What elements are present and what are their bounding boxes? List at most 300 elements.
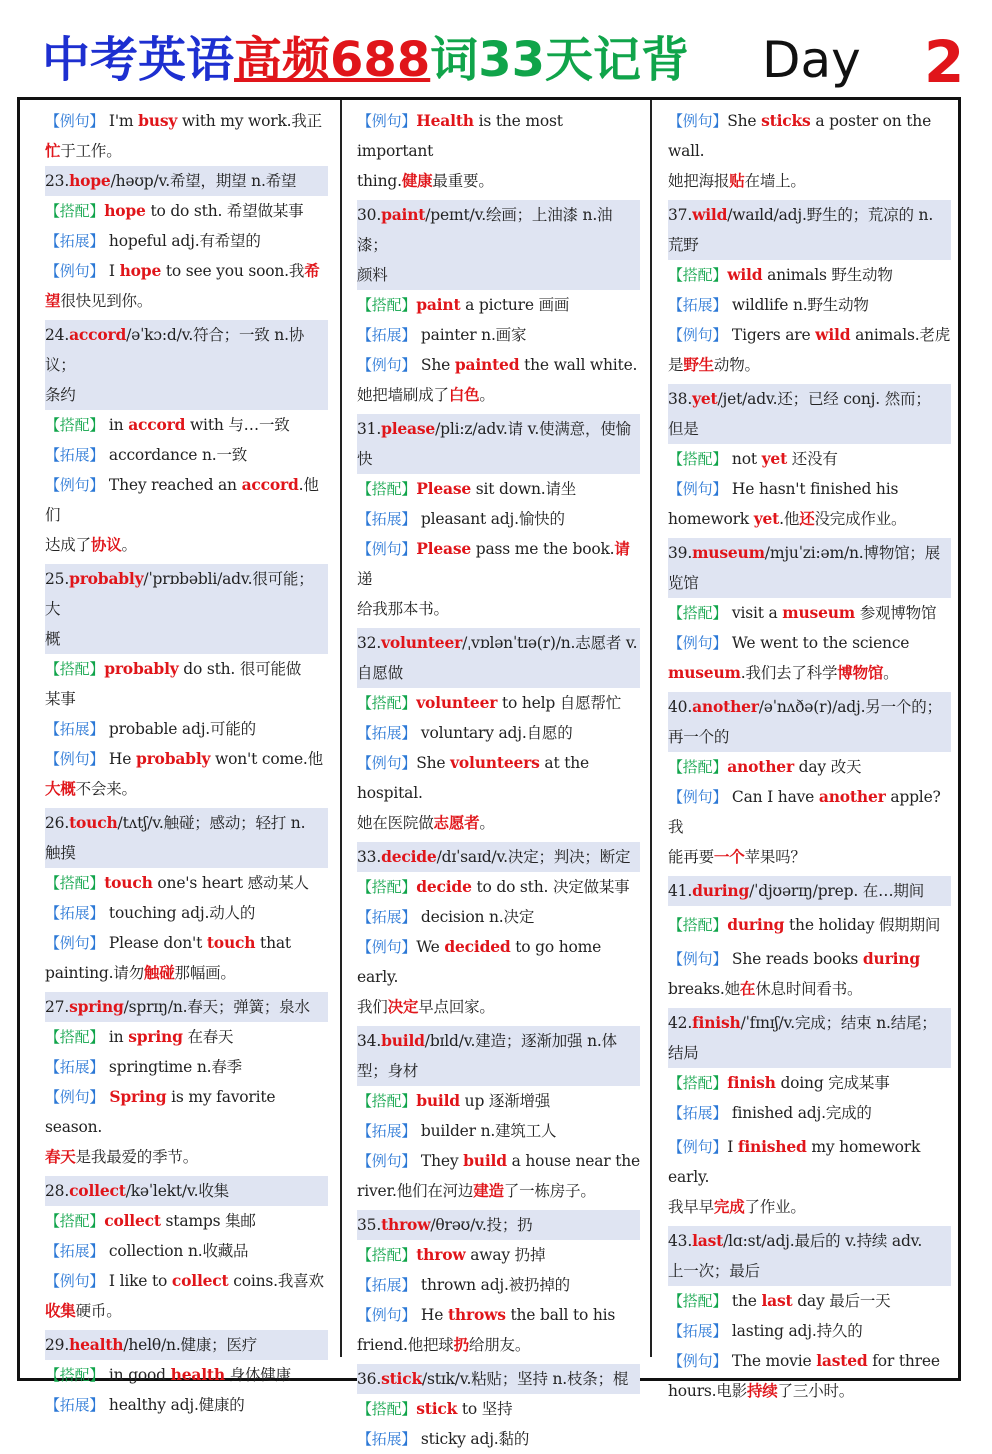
keyword-highlight: museum bbox=[782, 603, 856, 622]
text-segment: .我们去了科学 bbox=[740, 664, 838, 682]
text-segment: She bbox=[727, 112, 762, 130]
collocation-line bbox=[668, 444, 951, 474]
example-line bbox=[45, 744, 328, 774]
example-or-extension-tag: 【例句】 bbox=[357, 112, 417, 130]
keyword-highlight: touch bbox=[104, 873, 153, 892]
headword: during bbox=[692, 881, 750, 900]
headword: health bbox=[69, 1335, 124, 1354]
text-segment: /bɪld/v.建造；逐渐加强 n.体 bbox=[424, 1032, 617, 1050]
text-segment: springtime n.春季 bbox=[104, 1058, 242, 1076]
text-segment: a poster on the wall. bbox=[668, 112, 932, 160]
headword: another bbox=[692, 697, 759, 716]
translation-highlight: 决定 bbox=[387, 997, 419, 1016]
keyword-highlight: yet bbox=[761, 449, 788, 468]
text-segment: 27. bbox=[45, 998, 70, 1016]
text-segment: in bbox=[104, 416, 129, 434]
text-segment: /lɑ:st/adj.最后的 v.持续 adv. bbox=[723, 1232, 923, 1250]
translation-highlight: 在 bbox=[739, 979, 756, 998]
translation-highlight: 贴 bbox=[729, 171, 745, 190]
text-segment: in bbox=[104, 1028, 129, 1046]
example-line bbox=[45, 256, 328, 286]
text-segment: We went to the science bbox=[727, 634, 910, 652]
translation-highlight: 健康 bbox=[401, 171, 433, 190]
text-segment: He bbox=[104, 750, 136, 768]
text-segment: /ˈdjʊərɪŋ/prep. 在…期间 bbox=[749, 882, 924, 900]
extension-line bbox=[45, 440, 328, 470]
text-segment: at the hospital. bbox=[357, 754, 589, 802]
text-segment: the wall white. bbox=[519, 356, 638, 374]
example-or-extension-tag: 【例句】 bbox=[668, 1138, 728, 1156]
example-or-extension-tag: 【例句】 bbox=[668, 950, 728, 968]
example-or-extension-tag: 【拓展】 bbox=[45, 232, 105, 250]
translation-highlight: 志愿者 bbox=[433, 813, 480, 832]
collocation-line bbox=[45, 1022, 328, 1052]
example-line bbox=[668, 658, 951, 688]
collocation-line bbox=[45, 684, 328, 714]
collocation-line bbox=[668, 1286, 951, 1316]
collocation-tag: 【搭配】 bbox=[45, 202, 105, 220]
example-or-extension-tag: 【例句】 bbox=[668, 634, 728, 652]
collocation-line bbox=[45, 1206, 328, 1236]
collocation-line bbox=[357, 1086, 640, 1116]
example-or-extension-tag: 【拓展】 bbox=[45, 1396, 105, 1414]
headword: finish bbox=[692, 1013, 741, 1032]
example-line bbox=[357, 1330, 640, 1360]
example-line bbox=[45, 470, 328, 530]
word-entry-hope bbox=[45, 166, 328, 196]
keyword-highlight: volunteers bbox=[450, 753, 540, 772]
text-segment: She bbox=[416, 356, 455, 374]
text-segment: He bbox=[416, 1306, 448, 1324]
text-segment: /kəˈlekt/v.收集 bbox=[125, 1182, 229, 1200]
text-segment: 31. bbox=[357, 420, 382, 438]
example-line bbox=[45, 1296, 328, 1326]
collocation-tag: 【搭配】 bbox=[45, 1366, 105, 1384]
text-segment: pass me the book. bbox=[471, 540, 615, 558]
text-segment: 40. bbox=[668, 698, 693, 716]
text-segment: 结局 bbox=[668, 1044, 699, 1062]
text-segment: to do sth. 决定做某事 bbox=[471, 878, 630, 896]
text-segment: doing 完成某事 bbox=[775, 1074, 890, 1092]
text-segment: 条约 bbox=[45, 386, 76, 404]
word-entry-volunteer bbox=[357, 628, 640, 658]
translation-highlight: 扔 bbox=[453, 1335, 469, 1354]
text-segment: They bbox=[416, 1152, 464, 1170]
keyword-highlight: Please bbox=[416, 479, 472, 498]
text-segment: 她在医院做 bbox=[357, 814, 434, 832]
collocation-tag: 【搭配】 bbox=[668, 916, 728, 934]
text-segment: 但是 bbox=[668, 420, 699, 438]
collocation-tag: 【搭配】 bbox=[45, 874, 105, 892]
translation-highlight: 建造 bbox=[473, 1181, 504, 1200]
text-segment: finished adj.完成的 bbox=[727, 1104, 872, 1122]
example-or-extension-tag: 【例句】 bbox=[668, 326, 728, 344]
text-segment: 触摸 bbox=[45, 844, 76, 862]
extension-line bbox=[357, 1270, 640, 1300]
translation-highlight: 协议 bbox=[90, 535, 122, 554]
text-segment: 还没有 bbox=[787, 450, 838, 468]
word-entry-touch-cont bbox=[45, 838, 328, 868]
text-segment: 颜料 bbox=[357, 266, 388, 284]
collocation-tag: 【搭配】 bbox=[668, 1292, 728, 1310]
example-line bbox=[45, 1142, 328, 1172]
headword: touch bbox=[69, 813, 118, 832]
example-line bbox=[668, 782, 951, 842]
collocation-line bbox=[668, 752, 951, 782]
keyword-highlight: wild bbox=[815, 325, 851, 344]
collocation-tag: 【搭配】 bbox=[45, 1028, 105, 1046]
keyword-highlight: sticks bbox=[761, 111, 811, 130]
example-or-extension-tag: 【拓展】 bbox=[45, 1058, 105, 1076]
example-line bbox=[45, 136, 328, 166]
text-segment: 23. bbox=[45, 172, 70, 190]
example-line bbox=[45, 1082, 328, 1142]
keyword-highlight: finished bbox=[737, 1137, 807, 1156]
text-segment: .他们 bbox=[45, 476, 319, 524]
word-entry-finish-cont bbox=[668, 1038, 951, 1068]
example-or-extension-tag: 【拓展】 bbox=[668, 1322, 728, 1340]
text-segment: thrown adj.被扔掉的 bbox=[416, 1276, 570, 1294]
headword: stick bbox=[381, 1369, 423, 1388]
keyword-highlight: during bbox=[862, 949, 920, 968]
keyword-highlight: build bbox=[416, 1091, 460, 1110]
text-segment: lasting adj.持久的 bbox=[727, 1322, 863, 1340]
text-segment: 我早早 bbox=[668, 1198, 714, 1216]
word-entry-another-cont bbox=[668, 722, 951, 752]
text-segment: 。 bbox=[121, 536, 137, 554]
keyword-highlight: museum bbox=[668, 663, 741, 682]
text-segment: 36. bbox=[357, 1370, 382, 1388]
collocation-tag: 【搭配】 bbox=[668, 758, 728, 776]
keyword-highlight: collect bbox=[171, 1271, 229, 1290]
text-segment: stamps 集邮 bbox=[160, 1212, 256, 1230]
keyword-highlight: Spring bbox=[104, 1087, 167, 1106]
text-segment: hopeful adj.有希望的 bbox=[104, 232, 261, 250]
text-segment: 41. bbox=[668, 882, 693, 900]
text-segment: 不会来。 bbox=[75, 780, 137, 798]
headword: hope bbox=[69, 171, 111, 190]
collocation-line bbox=[45, 1360, 328, 1390]
text-segment: 42. bbox=[668, 1014, 693, 1032]
example-or-extension-tag: 【拓展】 bbox=[357, 1430, 417, 1448]
text-segment: We bbox=[416, 938, 445, 956]
example-or-extension-tag: 【例句】 bbox=[357, 754, 417, 772]
keyword-highlight: decided bbox=[444, 937, 511, 956]
text-segment: 。 bbox=[883, 664, 899, 682]
text-segment: with my work.我正 bbox=[177, 112, 322, 130]
example-or-extension-tag: 【例句】 bbox=[668, 480, 728, 498]
example-or-extension-tag: 【例句】 bbox=[45, 112, 105, 130]
collocation-line bbox=[357, 872, 640, 902]
example-or-extension-tag: 【例句】 bbox=[668, 788, 728, 806]
headword: volunteer bbox=[381, 633, 463, 652]
text-segment: 是 bbox=[668, 356, 684, 374]
word-entry-last bbox=[668, 1226, 951, 1256]
text-segment: 给我那本书。 bbox=[357, 600, 449, 618]
word-entry-museum-cont bbox=[668, 568, 951, 598]
page-title bbox=[42, 20, 965, 100]
text-segment: 荒野 bbox=[668, 236, 699, 254]
text-segment: 动物。 bbox=[713, 356, 760, 374]
text-segment: a house near the bbox=[506, 1152, 641, 1170]
text-segment: apple?我 bbox=[668, 788, 941, 836]
word-entry-build bbox=[357, 1026, 640, 1056]
text-segment: 38. bbox=[668, 390, 693, 408]
example-line bbox=[668, 350, 951, 380]
title-part-1: 中考英语 bbox=[42, 32, 235, 88]
example-line bbox=[45, 928, 328, 958]
extension-line bbox=[357, 718, 640, 748]
text-segment: 递 bbox=[357, 570, 373, 588]
text-segment: collection n.收藏品 bbox=[104, 1242, 249, 1260]
day-number: 2 bbox=[924, 28, 965, 96]
text-segment: 是我最爱的季节。 bbox=[75, 1148, 199, 1166]
example-or-extension-tag: 【例句】 bbox=[668, 112, 728, 130]
text-segment: 于工作。 bbox=[60, 142, 122, 160]
text-segment: visit a bbox=[727, 604, 783, 622]
text-segment: 概 bbox=[45, 630, 61, 648]
text-segment: I like to bbox=[104, 1272, 172, 1290]
text-segment: 26. bbox=[45, 814, 70, 832]
example-line bbox=[357, 1176, 640, 1206]
text-segment: 28. bbox=[45, 1182, 70, 1200]
extension-line bbox=[357, 1116, 640, 1146]
example-or-extension-tag: 【拓展】 bbox=[668, 296, 728, 314]
headword: yet bbox=[692, 389, 718, 408]
text-segment: She bbox=[416, 754, 451, 772]
text-segment: 览馆 bbox=[668, 574, 699, 592]
example-line bbox=[668, 1346, 951, 1376]
text-segment: won't come.他 bbox=[210, 750, 323, 768]
example-or-extension-tag: 【例句】 bbox=[45, 476, 105, 494]
keyword-highlight: stick bbox=[416, 1399, 458, 1418]
text-segment: day 改天 bbox=[793, 758, 862, 776]
collocation-tag: 【搭配】 bbox=[357, 1400, 417, 1418]
keyword-highlight: hope bbox=[104, 201, 146, 220]
word-entry-wild bbox=[668, 200, 951, 230]
headword: please bbox=[381, 419, 436, 438]
example-or-extension-tag: 【例句】 bbox=[45, 934, 105, 952]
translation-highlight: 希 bbox=[304, 261, 320, 280]
collocation-line bbox=[668, 1068, 951, 1098]
example-or-extension-tag: 【拓展】 bbox=[357, 1276, 417, 1294]
extension-line bbox=[45, 226, 328, 256]
keyword-highlight: during bbox=[727, 915, 785, 934]
translation-highlight: 一个 bbox=[713, 847, 745, 866]
headword: decide bbox=[381, 847, 437, 866]
example-line bbox=[668, 320, 951, 350]
text-segment: the ball to his bbox=[505, 1306, 616, 1324]
keyword-highlight: throw bbox=[416, 1245, 466, 1264]
example-or-extension-tag: 【例句】 bbox=[357, 540, 417, 558]
text-segment: /sprɪŋ/n.春天；弹簧；泉水 bbox=[123, 998, 310, 1016]
keyword-highlight: painted bbox=[454, 355, 520, 374]
extension-line bbox=[45, 1052, 328, 1082]
example-line bbox=[668, 974, 951, 1004]
text-segment: I bbox=[727, 1138, 738, 1156]
text-segment: He hasn't finished his bbox=[727, 480, 899, 498]
example-or-extension-tag: 【拓展】 bbox=[668, 1104, 728, 1122]
example-line bbox=[668, 628, 951, 658]
collocation-line bbox=[668, 598, 951, 628]
example-or-extension-tag: 【例句】 bbox=[45, 1272, 105, 1290]
headword: probably bbox=[69, 569, 144, 588]
word-entry-collect bbox=[45, 1176, 328, 1206]
example-line bbox=[668, 166, 951, 196]
text-segment: painter n.画家 bbox=[416, 326, 527, 344]
example-line bbox=[668, 106, 951, 166]
text-segment: coins.我喜欢 bbox=[228, 1272, 324, 1290]
text-segment: 了一栋房子。 bbox=[503, 1182, 596, 1200]
word-entry-please-cont bbox=[357, 444, 640, 474]
text-segment: I bbox=[104, 262, 120, 280]
keyword-highlight: volunteer bbox=[416, 693, 498, 712]
collocation-line bbox=[45, 654, 328, 684]
text-segment: probable adj.可能的 bbox=[104, 720, 256, 738]
text-segment: 。 bbox=[479, 814, 495, 832]
text-segment: The movie bbox=[727, 1352, 817, 1370]
keyword-highlight: lasted bbox=[816, 1351, 868, 1370]
text-segment: 某事 bbox=[45, 690, 76, 708]
example-or-extension-tag: 【拓展】 bbox=[357, 1122, 417, 1140]
text-segment: 32. bbox=[357, 634, 382, 652]
text-segment: to do sth. 希望做某事 bbox=[145, 202, 304, 220]
example-or-extension-tag: 【拓展】 bbox=[45, 904, 105, 922]
column-divider bbox=[650, 100, 652, 1357]
collocation-line bbox=[357, 1240, 640, 1270]
example-or-extension-tag: 【拓展】 bbox=[45, 720, 105, 738]
keyword-highlight: yet bbox=[753, 509, 780, 528]
text-segment: 早点回家。 bbox=[418, 998, 495, 1016]
text-segment: /stɪk/v.粘贴；坚持 n.枝条；棍 bbox=[422, 1370, 629, 1388]
example-line bbox=[668, 1192, 951, 1222]
text-segment: 35. bbox=[357, 1216, 382, 1234]
collocation-tag: 【搭配】 bbox=[357, 296, 417, 314]
translation-highlight: 完成 bbox=[713, 1197, 745, 1216]
text-segment: 在墙上。 bbox=[744, 172, 806, 190]
collocation-line bbox=[45, 410, 328, 440]
word-entry-decide bbox=[357, 842, 640, 872]
extension-line bbox=[45, 1236, 328, 1266]
text-segment: /dɪˈsaɪd/v.决定；判决；断定 bbox=[436, 848, 631, 866]
example-line bbox=[357, 106, 640, 166]
text-segment: is my favorite season. bbox=[45, 1088, 276, 1136]
collocation-line bbox=[357, 688, 640, 718]
example-line bbox=[357, 534, 640, 594]
extension-line bbox=[668, 1098, 951, 1128]
word-entry-wild-cont bbox=[668, 230, 951, 260]
extension-line bbox=[45, 714, 328, 744]
example-or-extension-tag: 【例句】 bbox=[357, 1306, 417, 1324]
column-1 bbox=[45, 106, 328, 1414]
text-segment: pleasant adj.愉快的 bbox=[416, 510, 565, 528]
collocation-tag: 【搭配】 bbox=[45, 660, 105, 678]
translation-highlight: 还 bbox=[799, 509, 815, 528]
text-segment: to 坚持 bbox=[457, 1400, 513, 1418]
headword: spring bbox=[69, 997, 124, 1016]
example-line bbox=[45, 106, 328, 136]
text-segment: with 与…一致 bbox=[185, 416, 290, 434]
collocation-line bbox=[45, 196, 328, 226]
collocation-line bbox=[668, 260, 951, 290]
example-line bbox=[357, 932, 640, 992]
text-segment: 上一次；最后 bbox=[668, 1262, 760, 1280]
example-line bbox=[357, 166, 640, 196]
keyword-highlight: busy bbox=[138, 111, 178, 130]
text-segment: to go home early. bbox=[357, 938, 602, 986]
text-segment: /əˈkɔ:d/v.符合；一致 n.协议； bbox=[45, 326, 305, 374]
example-line bbox=[45, 1266, 328, 1296]
collocation-line bbox=[357, 290, 640, 320]
word-entry-touch bbox=[45, 808, 328, 838]
keyword-highlight: another bbox=[727, 757, 794, 776]
example-line bbox=[357, 748, 640, 808]
text-segment: 她把墙刷成了 bbox=[357, 386, 449, 404]
text-segment: 能再要 bbox=[668, 848, 714, 866]
translation-highlight: 望 bbox=[45, 291, 61, 310]
example-or-extension-tag: 【拓展】 bbox=[45, 1242, 105, 1260]
example-line bbox=[45, 774, 328, 804]
text-segment: 再一个的 bbox=[668, 728, 730, 746]
example-or-extension-tag: 【拓展】 bbox=[45, 446, 105, 464]
example-or-extension-tag: 【例句】 bbox=[357, 356, 417, 374]
text-segment: for three bbox=[867, 1352, 940, 1370]
collocation-tag: 【搭配】 bbox=[45, 1212, 105, 1230]
text-segment: /tʌtʃ/v.触碰；感动；轻打 n. bbox=[117, 814, 306, 832]
text-segment: 快 bbox=[357, 450, 373, 468]
example-line bbox=[668, 842, 951, 872]
text-segment: breaks.她 bbox=[668, 980, 740, 998]
example-line bbox=[45, 286, 328, 316]
text-segment: up 逐渐增强 bbox=[459, 1092, 551, 1110]
headword: build bbox=[381, 1031, 425, 1050]
text-segment: to help 自愿帮忙 bbox=[497, 694, 622, 712]
collocation-line bbox=[45, 868, 328, 898]
example-line bbox=[357, 594, 640, 624]
word-entry-paint-cont bbox=[357, 260, 640, 290]
text-segment: wildlife n.野生动物 bbox=[727, 296, 869, 314]
text-segment: 37. bbox=[668, 206, 693, 224]
translation-highlight: 请 bbox=[614, 539, 630, 558]
translation-highlight: 大概 bbox=[45, 779, 76, 798]
text-segment: /θrəʊ/v.投；扔 bbox=[430, 1216, 533, 1234]
example-line bbox=[668, 504, 951, 534]
text-segment: animals.老虎 bbox=[850, 326, 951, 344]
text-segment: to see you soon.我 bbox=[161, 262, 305, 280]
example-or-extension-tag: 【例句】 bbox=[45, 1088, 105, 1106]
text-segment: painting.请勿 bbox=[45, 964, 144, 982]
collocation-tag: 【搭配】 bbox=[357, 1092, 417, 1110]
example-or-extension-tag: 【例句】 bbox=[45, 750, 105, 768]
extension-line bbox=[45, 898, 328, 928]
example-or-extension-tag: 【拓展】 bbox=[357, 908, 417, 926]
word-entry-health bbox=[45, 1330, 328, 1360]
headword: accord bbox=[69, 325, 127, 344]
example-line bbox=[357, 992, 640, 1022]
example-line bbox=[357, 350, 640, 380]
headword: last bbox=[692, 1231, 724, 1250]
keyword-highlight: accord bbox=[241, 475, 299, 494]
keyword-highlight: last bbox=[761, 1291, 793, 1310]
example-line bbox=[668, 944, 951, 974]
text-segment: accordance n.一致 bbox=[104, 446, 248, 464]
text-segment: river.他们在河边 bbox=[357, 1182, 474, 1200]
text-segment: 给朋友。 bbox=[468, 1336, 531, 1354]
text-segment: 型；身材 bbox=[357, 1062, 419, 1080]
text-segment: 了三小时。 bbox=[777, 1382, 855, 1400]
word-entry-paint bbox=[357, 200, 640, 260]
collocation-tag: 【搭配】 bbox=[668, 450, 728, 468]
